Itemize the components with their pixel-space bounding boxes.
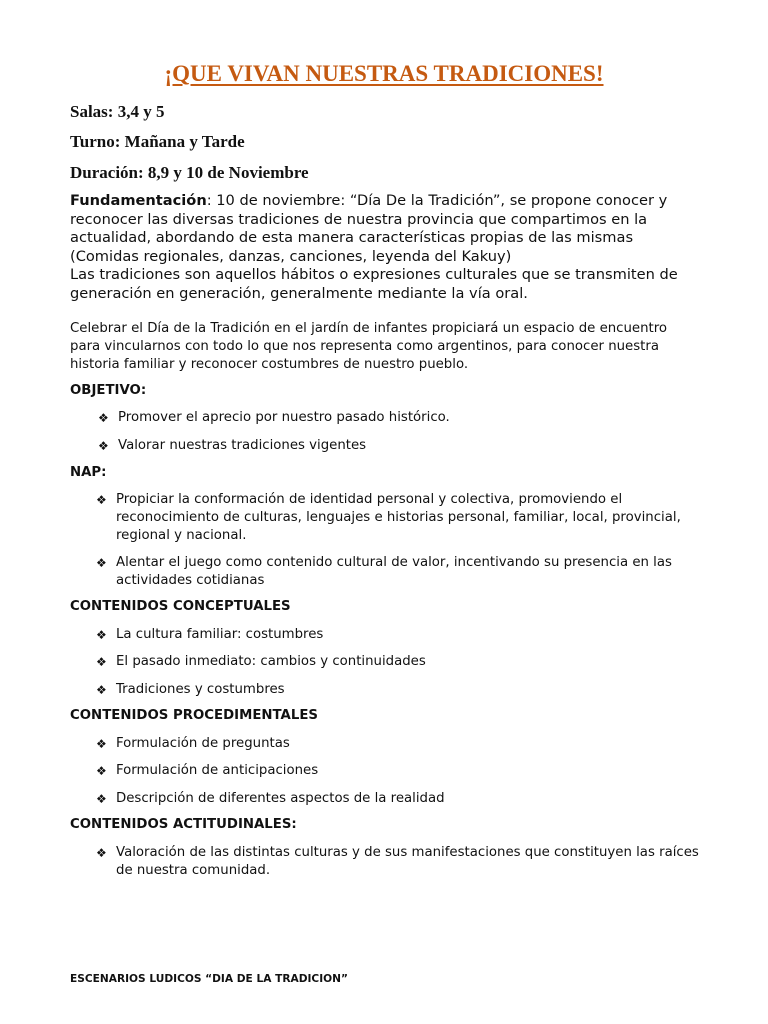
fundamentacion-label: Fundamentación [70, 192, 207, 209]
diamond-bullet-icon: ❖ [96, 556, 107, 570]
fundamentacion-text-2: Las tradiciones son aquellos hábitos o expresiones culturales que se transmiten de generación en generación, generalmente mediante la vía oral. [70, 266, 678, 302]
page-title: ¡QUE VIVAN NUESTRAS TRADICIONES! [164, 61, 604, 86]
objetivo-heading: OBJETIVO: [70, 383, 147, 398]
list-item: ❖ Tradiciones y costumbres [96, 682, 285, 697]
fundamentacion-text: : 10 de noviembre: “Día De la Tradición”, se propone conocer y reconocer las diversas tradiciones de nuestra provincia que compartimos en la actualidad, abordando de esta manera características propias de las mismas (Comidas regionales, danzas, canciones, leyenda del Kakuy) [70, 192, 668, 265]
diamond-bullet-icon: ❖ [98, 439, 109, 453]
list-item: ❖ Alentar el juego como contenido cultural de valor, incentivando su presencia en las actividades cotidianas [96, 555, 672, 588]
list-item: ❖ Formulación de anticipaciones [96, 763, 319, 778]
list-item: ❖ Descripción de diferentes aspectos de la realidad [96, 791, 445, 806]
list-item: ❖ Formulación de preguntas [96, 736, 290, 751]
page-footer: ESCENARIOS LUDICOS “DIA DE LA TRADICION” [70, 973, 348, 985]
list-item: ❖ Valorar nuestras tradiciones vigentes [98, 438, 367, 453]
diamond-bullet-icon: ❖ [96, 493, 107, 507]
list-item: ❖ Promover el aprecio por nuestro pasado histórico. [98, 410, 450, 425]
diamond-bullet-icon: ❖ [96, 846, 107, 860]
conceptuales-heading: CONTENIDOS CONCEPTUALES [70, 599, 291, 614]
list-item: ❖ El pasado inmediato: cambios y continuidades [96, 654, 426, 669]
diamond-bullet-icon: ❖ [96, 628, 107, 642]
nap-heading: NAP: [70, 465, 107, 480]
diamond-bullet-icon: ❖ [96, 792, 107, 806]
list-item: ❖ La cultura familiar: costumbres [96, 627, 324, 642]
list-item: ❖ Propiciar la conformación de identidad personal y colectiva, promoviendo el reconocimiento de culturas, lenguajes e historias personal, familiar, local, provincial, regional y nacional. [96, 492, 681, 543]
fundamentacion-paragraph [70, 192, 700, 303]
salas-line: Salas: 3,4 y 5 [70, 102, 165, 121]
list-item: ❖ Valoración de las distintas culturas y de sus manifestaciones que constituyen las raíces de nuestra comunidad. [96, 845, 699, 878]
actitudinales-heading: CONTENIDOS ACTITUDINALES: [70, 817, 297, 832]
diamond-bullet-icon: ❖ [96, 764, 107, 778]
diamond-bullet-icon: ❖ [96, 737, 107, 751]
turno-line: Turno: Mañana y Tarde [70, 132, 245, 151]
procedimentales-heading: CONTENIDOS PROCEDIMENTALES [70, 708, 318, 723]
diamond-bullet-icon: ❖ [98, 411, 109, 425]
diamond-bullet-icon: ❖ [96, 655, 107, 669]
duracion-line: Duración: 8,9 y 10 de Noviembre [70, 163, 309, 182]
intro-paragraph: Celebrar el Día de la Tradición en el jardín de infantes propiciará un espacio de encuentro para vincularnos con todo lo que nos representa como argentinos, para conocer nuestra historia familiar y reconocer costumbres de nuestro pueblo. [70, 321, 668, 372]
diamond-bullet-icon: ❖ [96, 683, 107, 697]
